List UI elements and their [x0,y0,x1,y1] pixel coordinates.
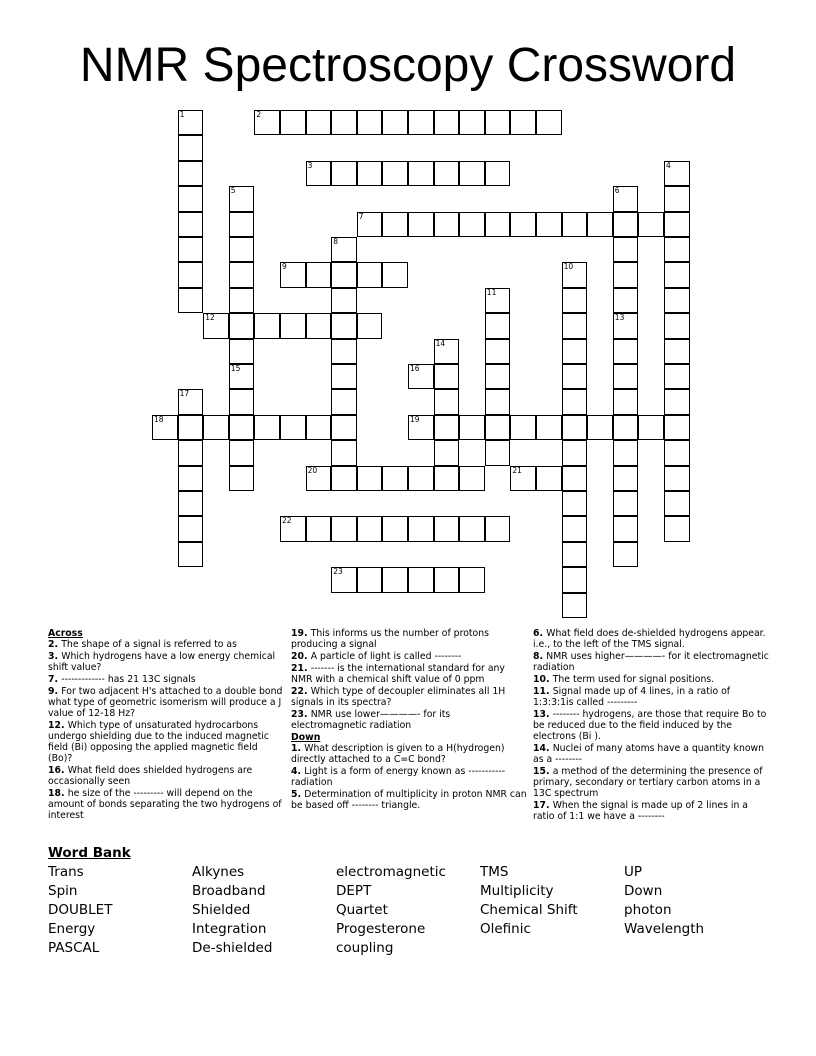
grid-cell[interactable] [664,440,690,465]
word-bank-column [624,863,704,939]
grid-cell[interactable] [178,542,204,567]
clue-number: 23 [333,567,343,577]
grid-cell[interactable] [664,466,690,491]
page-title: NMR Spectroscopy Crossword [79,39,737,92]
grid-cell[interactable] [254,110,280,135]
word-bank-word: Multiplicity [480,883,554,899]
grid-cell[interactable] [485,212,511,237]
clue-number: 4 [666,160,671,170]
grid-cell[interactable] [587,212,613,237]
clue-number: 8 [333,237,338,246]
grid-cell[interactable] [331,389,357,414]
grid-cell[interactable] [434,339,460,364]
grid-cell[interactable] [152,415,178,440]
grid-cell[interactable] [434,161,460,186]
grid-cell[interactable] [178,415,204,440]
grid-cell[interactable] [280,262,306,287]
word-bank-word: De-shielded [192,940,273,956]
grid-cell[interactable] [485,313,511,338]
grid-cell[interactable] [664,262,690,287]
grid-cell[interactable] [408,567,434,592]
grid-cell[interactable] [613,364,639,389]
word-bank-word: photon [624,902,672,918]
clue-number: 6 [614,186,620,196]
grid-cell[interactable] [536,466,562,491]
word-bank-word: Chemical Shift [480,902,578,918]
word-bank-word: Down [624,883,663,899]
grid-cell[interactable] [306,415,332,440]
grid-cell[interactable] [664,161,690,186]
grid-cell[interactable] [280,313,306,338]
grid-cell[interactable] [613,415,639,440]
grid-cell[interactable] [178,440,204,465]
down-clue: 13. -------- hydrogens, are those that require Bo to be reduced due to the field induced by the electrons (Bi ). [533,709,767,742]
across-clue: 23. NMR use lower————- for its electromagnetic radiation [291,709,451,731]
grid-cell[interactable] [485,415,511,440]
grid-cell[interactable] [485,516,511,541]
grid-cell[interactable] [357,212,383,237]
grid-cell[interactable] [562,516,588,541]
grid-cell[interactable] [331,161,357,186]
clue-number: 9 [282,262,287,272]
clue-number: 1 [179,110,185,119]
grid-cell[interactable] [331,262,357,287]
grid-cell[interactable] [331,440,357,465]
grid-cell[interactable] [459,110,485,135]
grid-cell[interactable] [434,364,460,389]
clue-number: 16 [410,364,420,373]
across-clue: 22. Which type of decoupler eliminates all 1H signals in its spectra? [291,686,506,708]
grid-cell[interactable] [510,466,536,491]
word-bank-word: Spin [48,883,78,899]
clue-number: 15 [230,364,241,373]
grid-cell[interactable] [664,491,690,516]
grid-cell[interactable] [331,339,357,364]
grid-cell[interactable] [229,313,255,338]
across-clue: 18. he size of the --------- will depend on the amount of bonds separating the two hydrogens of interest [48,788,282,821]
down-clue: 4. Light is a form of energy known as ----------- radiation [291,766,506,788]
grid-cell[interactable] [562,567,588,592]
grid-cell[interactable] [178,237,204,262]
grid-cell[interactable] [306,516,332,541]
clues-column-1 [48,628,284,822]
grid-cell[interactable] [613,262,639,287]
grid-cell[interactable] [229,186,255,211]
grid-cell[interactable] [178,262,204,287]
grid-cell[interactable] [203,313,229,338]
grid-cell[interactable] [331,466,357,491]
across-clue: 21. ------- is the international standard for any NMR with a chemical shift value of 0 ppm [291,663,505,685]
grid-cell[interactable] [229,415,255,440]
grid-cell[interactable] [280,415,306,440]
grid-cell[interactable] [434,440,460,465]
grid-cell[interactable] [459,466,485,491]
grid-cell[interactable] [485,288,511,313]
word-bank-word: Broadband [192,883,266,899]
grid-cell[interactable] [459,161,485,186]
grid-cell[interactable] [408,364,434,389]
grid-cell[interactable] [613,186,639,211]
grid-cell[interactable] [357,466,383,491]
grid-cell[interactable] [562,466,588,491]
grid-cell[interactable] [408,212,434,237]
grid-cell[interactable] [485,161,511,186]
grid-cell[interactable] [178,288,204,313]
clues-column-2 [291,628,527,812]
grid-cell[interactable] [613,212,639,237]
clue-number: 7 [358,211,364,221]
word-bank-word: electromagnetic [336,864,446,880]
word-bank-column [480,863,578,939]
clue-number: 5 [230,186,236,196]
clue-number: 2 [256,110,262,119]
grid-cell[interactable] [664,237,690,262]
grid-cell[interactable] [664,313,690,338]
grid-cell[interactable] [485,440,511,465]
grid-cell[interactable] [382,516,408,541]
grid-cell[interactable] [664,212,690,237]
grid-cell[interactable] [434,567,460,592]
grid-cell[interactable] [434,389,460,414]
grid-cell[interactable] [178,186,204,211]
grid-cell[interactable] [178,466,204,491]
clue-number: 19 [410,414,420,424]
grid-cell[interactable] [331,237,357,262]
clue-number: 3 [307,160,313,170]
clue-number: 12 [205,313,215,323]
grid-cell[interactable] [357,110,383,135]
grid-cell[interactable] [357,567,383,592]
across-clue: 7. ------------- has 21 13C signals [48,674,196,685]
grid-cell[interactable] [408,516,434,541]
grid-cell[interactable] [664,516,690,541]
grid-cell[interactable] [229,212,255,237]
grid-cell[interactable] [562,313,588,338]
down-clue: 6. What field does de-shielded hydrogens appear. i.e., to the left of the TMS signal. [533,628,766,650]
grid-cell[interactable] [306,110,332,135]
grid-cell[interactable] [229,288,255,313]
grid-cell[interactable] [434,516,460,541]
word-bank-word: Integration [192,921,267,937]
grid-cell[interactable] [331,516,357,541]
grid-cell[interactable] [408,161,434,186]
grid-cell[interactable] [562,491,588,516]
grid-cell[interactable] [382,466,408,491]
grid-cell[interactable] [613,466,639,491]
grid-cell[interactable] [562,389,588,414]
grid-cell[interactable] [331,364,357,389]
grid-cell[interactable] [664,288,690,313]
down-clue: 11. Signal made up of 4 lines, in a ratio of 1:3:3:1is called --------- [533,686,731,708]
grid-cell[interactable] [280,516,306,541]
word-bank-heading: Word Bank [48,845,131,861]
grid-cell[interactable] [408,110,434,135]
grid-cell[interactable] [613,440,639,465]
clue-number: 22 [282,516,292,526]
grid-cell[interactable] [638,415,664,440]
clue-number: 11 [486,287,497,297]
grid-cell[interactable] [638,212,664,237]
grid-cell[interactable] [562,262,588,287]
clue-number: 21 [512,465,522,475]
grid-cell[interactable] [536,415,562,440]
word-bank-word: UP [624,864,643,880]
word-bank-word: Olefinic [480,921,531,937]
grid-cell[interactable] [229,389,255,414]
grid-cell[interactable] [510,415,536,440]
word-bank-word: PASCAL [48,940,100,956]
across-clue: 3. Which hydrogens have a low energy chemical shift value? [48,651,276,673]
word-bank-word: Alkynes [192,864,245,880]
down-clue: 10. The term used for signal positions. [533,674,715,685]
grid-cell[interactable] [562,415,588,440]
grid-cell[interactable] [254,313,280,338]
down-clue: 17. When the signal is made up of 2 lines in a ratio of 1:1 we have a -------- [533,800,748,822]
grid-cell[interactable] [178,212,204,237]
grid-cell[interactable] [408,466,434,491]
across-clue: 16. What field does shielded hydrogens are occasionally seen [48,765,253,787]
grid-cell[interactable] [536,212,562,237]
grid-cell[interactable] [382,567,408,592]
grid-cell[interactable] [408,415,434,440]
grid-cell[interactable] [485,110,511,135]
grid-cell[interactable] [562,542,588,567]
grid-cell[interactable] [434,415,460,440]
grid-cell[interactable] [434,212,460,237]
down-clue: 15. a method of the determining the presence of primary, secondary or tertiary carbon atoms in a 13C spectrum [533,766,763,799]
grid-cell[interactable] [229,237,255,262]
clue-number: 17 [179,389,190,399]
grid-cell[interactable] [382,212,408,237]
clue-number: 18 [154,414,164,424]
grid-cell[interactable] [664,415,690,440]
grid-cell[interactable] [613,339,639,364]
grid-cell[interactable] [229,364,255,389]
word-bank-word: Trans [48,864,84,880]
grid-cell[interactable] [331,288,357,313]
grid-cell[interactable] [178,491,204,516]
word-bank-word: Quartet [336,902,388,918]
grid-cell[interactable] [306,161,332,186]
grid-cell[interactable] [203,415,229,440]
grid-cell[interactable] [229,440,255,465]
across-heading: Across [48,628,83,639]
grid-cell[interactable] [664,389,690,414]
grid-cell[interactable] [331,415,357,440]
grid-cell[interactable] [459,415,485,440]
grid-cell[interactable] [306,313,332,338]
grid-cell[interactable] [613,516,639,541]
grid-cell[interactable] [510,110,536,135]
word-bank-word: TMS [480,864,509,880]
grid-cell[interactable] [613,389,639,414]
grid-cell[interactable] [229,262,255,287]
grid-cell[interactable] [331,313,357,338]
word-bank-word: Wavelength [624,921,705,937]
word-bank-word: Shielded [192,902,251,918]
grid-cell[interactable] [178,161,204,186]
grid-cell[interactable] [613,542,639,567]
grid-cell[interactable] [357,262,383,287]
across-clue: 19. This informs us the number of protons producing a signal [291,628,489,650]
down-clue: 1. What description is given to a H(hydrogen) directly attached to a C=C bond? [291,743,505,765]
grid-cell[interactable] [178,516,204,541]
down-heading: Down [291,732,321,743]
grid-cell[interactable] [178,135,204,160]
grid-cell[interactable] [357,516,383,541]
grid-cell[interactable] [459,516,485,541]
grid-cell[interactable] [613,491,639,516]
grid-cell[interactable] [306,262,332,287]
word-bank-word: DOUBLET [48,902,113,918]
word-bank-column [192,863,272,958]
grid-cell[interactable] [510,212,536,237]
down-clue: 5. Determination of multiplicity in proton NMR can be based off -------- triangle. [291,789,527,811]
across-clue: 2. The shape of a signal is referred to as [48,639,237,650]
grid-cell[interactable] [229,466,255,491]
grid-cell[interactable] [613,288,639,313]
grid-cell[interactable] [434,110,460,135]
word-bank-word: coupling [336,940,394,956]
grid-cell[interactable] [485,339,511,364]
grid-cell[interactable] [562,364,588,389]
word-bank-word: Energy [48,921,96,937]
grid-cell[interactable] [459,567,485,592]
down-clue: 14. Nuclei of many atoms have a quantity known as a -------- [533,743,765,765]
grid-cell[interactable] [178,389,204,414]
grid-cell[interactable] [306,466,332,491]
grid-cell[interactable] [357,161,383,186]
grid-cell[interactable] [331,110,357,135]
across-clue: 20. A particle of light is called -------- [291,651,462,662]
grid-cell[interactable] [562,440,588,465]
across-clue: 9. For two adjacent H's attached to a double bond what type of geometric isomerism will produce a J value of 12-18 Hz? [48,686,283,719]
clues-column-3 [533,628,769,823]
grid-cell[interactable] [664,186,690,211]
grid-cell[interactable] [434,466,460,491]
grid-cell[interactable] [280,110,306,135]
clue-number: 20 [307,465,318,475]
grid-cell[interactable] [664,339,690,364]
grid-cell[interactable] [664,364,690,389]
grid-cell[interactable] [357,313,383,338]
grid-cell[interactable] [254,415,280,440]
clue-number: 13 [614,313,625,323]
grid-cell[interactable] [229,339,255,364]
word-bank-column [48,863,112,958]
grid-cell[interactable] [382,161,408,186]
grid-cell[interactable] [562,288,588,313]
grid-cell[interactable] [459,212,485,237]
grid-cell[interactable] [382,110,408,135]
grid-cell[interactable] [562,593,588,618]
clue-number: 10 [563,262,574,272]
word-bank-word: DEPT [336,883,372,899]
grid-cell[interactable] [178,110,204,135]
across-clue: 12. Which type of unsaturated hydrocarbons undergo shielding due to the induced magnetic field (Bi) opposing the applied magnetic field (Bo)? [48,720,269,764]
grid-cell[interactable] [485,364,511,389]
grid-cell[interactable] [562,212,588,237]
grid-cell[interactable] [562,339,588,364]
grid-cell[interactable] [485,389,511,414]
grid-cell[interactable] [536,110,562,135]
grid-cell[interactable] [613,237,639,262]
grid-cell[interactable] [331,567,357,592]
grid-cell[interactable] [382,262,408,287]
clue-number: 14 [435,338,446,348]
word-bank-word: Progesterone [336,921,426,937]
grid-cell[interactable] [613,313,639,338]
word-bank-column [336,863,446,958]
grid-cell[interactable] [587,415,613,440]
down-clue: 8. NMR uses higher————- for it electromagnetic radiation [533,651,769,673]
